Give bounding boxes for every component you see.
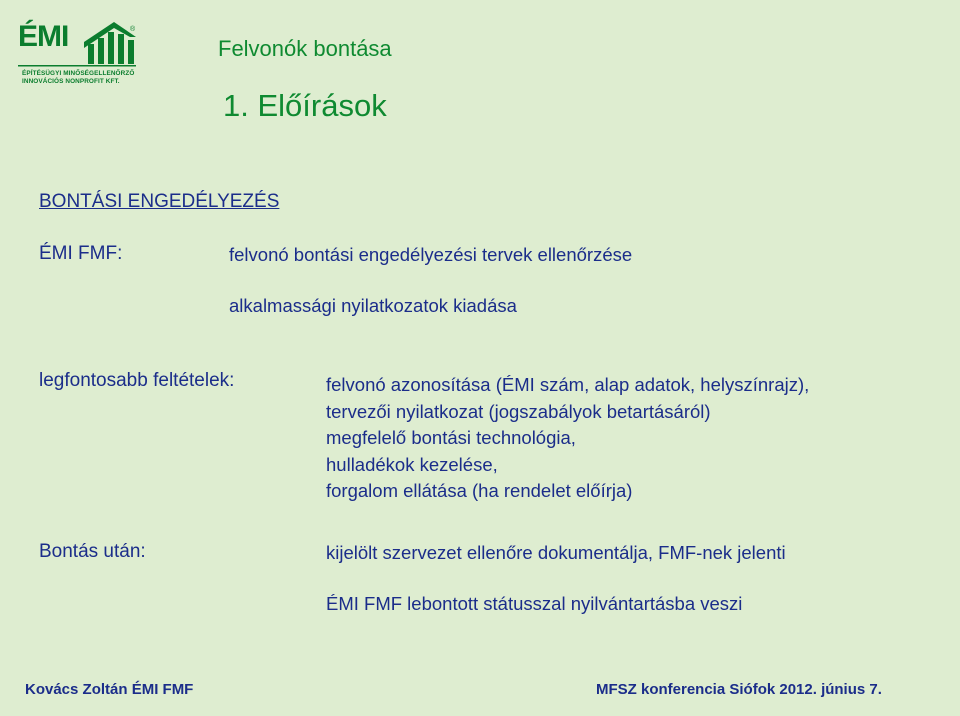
section-heading: BONTÁSI ENGEDÉLYEZÉS [39,191,280,212]
emi-fmf-label: ÉMI FMF: [39,243,123,264]
conditions-label: legfontosabb feltételek: [39,370,235,391]
footer-event: MFSZ konferencia Siófok 2012. június 7. [596,681,882,698]
conditions-list [326,372,809,505]
logo-line-1: ÉPÍTÉSÜGYI MINŐSÉGELLENŐRZŐ [22,70,135,77]
condition-item: megfelelő bontási technológia, [326,427,576,449]
logo-name: ÉMI [18,20,69,53]
condition-item: tervezői nyilatkozat (jogszabályok betartásáról) [326,400,711,422]
footer-author: Kovács Zoltán ÉMI FMF [25,681,194,698]
header-subtitle: Felvonók bontása [218,36,392,61]
emi-fmf-item-1: felvonó bontási engedélyezési tervek ellenőrzése [229,244,633,265]
condition-item: hulladékok kezelése, [326,453,498,475]
after-demolition-item-2: ÉMI FMF lebontott státusszal nyilvántartásba veszi [326,593,743,614]
emi-fmf-item-2: alkalmassági nyilatkozatok kiadása [229,295,517,316]
after-demolition-label: Bontás után: [39,541,146,562]
logo-registered-mark: ® [130,26,136,33]
after-demolition-item-1: kijelölt szervezet ellenőre dokumentálja, FMF-nek jelenti [326,542,786,563]
logo-line-2: INNOVÁCIÓS NONPROFIT KFT. [22,78,120,85]
condition-item: felvonó azonosítása (ÉMI szám, alap adatok, helyszínrajz), [326,374,810,395]
emi-logo [18,18,140,86]
condition-item: forgalom ellátása (ha rendelet előírja) [326,480,633,502]
page-title: 1. Előírások [223,88,387,123]
